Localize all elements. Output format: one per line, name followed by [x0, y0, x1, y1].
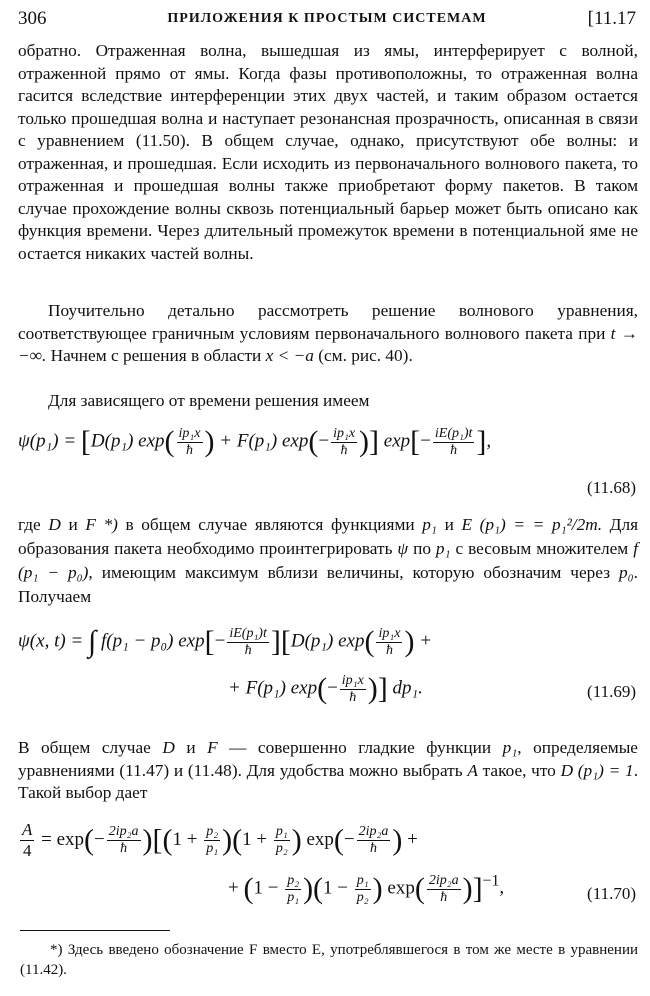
- symbol-p0: p₀: [619, 563, 634, 582]
- paragraph-5-text-f: . Такой выбор дает: [18, 760, 639, 802]
- equation-label-11-70: (11.70): [587, 884, 636, 903]
- paragraph-2-text-b: Начнем с решения в области: [50, 346, 262, 365]
- paragraph-5-text-e: такое, что: [482, 760, 556, 780]
- paragraph-4-text-c: в общем случае являются функциями: [125, 515, 415, 534]
- paragraph-4-text-e: Для образования пакета необходимо проинтегрировать: [18, 515, 639, 558]
- paragraph-4-text-f: по: [413, 539, 431, 558]
- paragraph-4-text-i: . Получаем: [18, 563, 638, 606]
- symbol-d: D: [48, 515, 61, 534]
- equation-11-70-line-2: + (1 − $\frac{\text{p₂}}{\text{p₁}}$ )(1 − $\frac{\text{p₁}}{\text{p₂}}$ ) exp( $\frac{\text{2ip₂a}}{ħ}$ )]$^{-1}$,: [228, 872, 505, 905]
- limit-expression: t → −∞.: [18, 323, 639, 365]
- symbol-f-footnote: F *): [85, 515, 118, 534]
- symbol-f: F: [207, 738, 218, 757]
- symbol-d-2: D: [162, 738, 175, 757]
- weight-function: f (p₁ − p₀): [18, 539, 638, 582]
- symbol-p1: p₁: [422, 515, 437, 534]
- paragraph-4-text-h: , имеющим максимум вблизи величины, которую обозначим через: [88, 563, 611, 582]
- paragraph-2: [18, 300, 638, 368]
- footnote: *) Здесь введено обозначение F вместо E, употреблявшегося в том же месте в уравнении (11.42).: [20, 942, 638, 978]
- symbol-psi: ψ: [397, 539, 409, 558]
- energy-value: = p₁²/2m.: [532, 515, 603, 534]
- region-expression: x < −a: [265, 346, 314, 365]
- equation-11-70-line-1: $\frac{A}{4}$ = exp(− $\frac{\text{2ip₂a}}{ħ}$ )[(1 + $\frac{\text{p₂}}{\text{p₁}}$ )(1 + $\frac{\text{p₁}}{\text{p₂}}$ ) exp(− $\frac{\text{2ip₂a}}{ħ}$ ) +: [22, 820, 418, 860]
- paragraph-2-text-a: Поучительно детально рассмотреть решение волнового уравнения, соответствующее граничным условиям первоначального волнового пакета при: [18, 301, 638, 343]
- paragraph-4-text-a: где: [18, 515, 41, 534]
- paragraph-5-text-b: и: [186, 738, 196, 757]
- paragraph-4: [18, 513, 638, 609]
- paragraph-5: [18, 737, 638, 805]
- paragraph-5-text-d: , определяемые уравнениями (11.47) и (11.48). Для удобства можно выбрать: [18, 738, 638, 780]
- paragraph-5-text-c: — совершенно гладкие функции: [229, 738, 492, 757]
- paragraph-4-text-g: с весовым множителем: [455, 539, 629, 558]
- paragraph-5-text-a: В общем случае: [18, 738, 151, 757]
- symbol-a: A: [467, 760, 478, 780]
- footnote-rule: [20, 930, 170, 931]
- paragraph-4-text-b: и: [68, 515, 78, 534]
- normalization-condition: D (p₁) = 1: [560, 760, 634, 780]
- equation-11-69-line-1: ψ(x, t) = ∫ f(p₁ − p₀) exp[− $\frac{\text{iE(p₁)t}}{ħ}$ ][D(p₁) exp( $\frac{\text{ip₁x}}{ħ}$ ) +: [18, 625, 433, 658]
- paragraph-1: обратно. Отраженная волна, вышедшая из ямы, интерферирует с волной, отраженной прямо от ямы. Когда фазы противоположны, то отраженная волна гасится вследствие интерференции этих двух частей, и таким образом остается только прошедшая волна и наступает резонансная прозрачность, описанная в связи с уравнением (11.50). В общем случае, однако, присутствуют обе волны: и отраженная, и прошедшая. Если исходить из первоначального волнового пакета, то отраженная и прошедшая волны также приобретают форму пакетов. В таком случае прохождение волны сквозь потенциальный барьер может быть описано как функция времени. Через длительный промежуток времени в потенциальной яме не остается никаких частей волны.: [18, 41, 638, 263]
- equation-label-11-69: (11.69): [587, 682, 636, 701]
- running-title: ПРИЛОЖЕНИЯ К ПРОСТЫМ СИСТЕМАМ: [167, 11, 487, 26]
- page-header: [18, 8, 636, 34]
- paragraph-2-text-c: (см. рис. 40).: [318, 346, 413, 365]
- paragraph-3: Для зависящего от времени решения имеем: [48, 391, 370, 410]
- equation-11-69-line-2: + F(p₁) exp(− $\frac{\text{ip₁x}}{ħ}$ )] dp₁.: [228, 672, 423, 705]
- page-number: 306: [18, 8, 47, 29]
- symbol-p1-3: p₁: [502, 738, 518, 757]
- equation-11-68: ψ(p₁) = [D(p₁) exp( $\frac{\text{ip₁x}}{ħ}$ ) + F(p₁) exp(− $\frac{\text{ip₁x}}{ħ}$ )] exp[− $\frac{\text{iE(p₁)t}}{ħ}$ ],: [18, 425, 492, 458]
- symbol-p1-2: p₁: [435, 539, 451, 558]
- section-number: [11.17: [587, 8, 636, 29]
- paragraph-4-text-d: и: [444, 515, 454, 534]
- equation-label-11-68: (11.68): [587, 478, 636, 497]
- energy-expression: E (p₁) =: [461, 515, 526, 534]
